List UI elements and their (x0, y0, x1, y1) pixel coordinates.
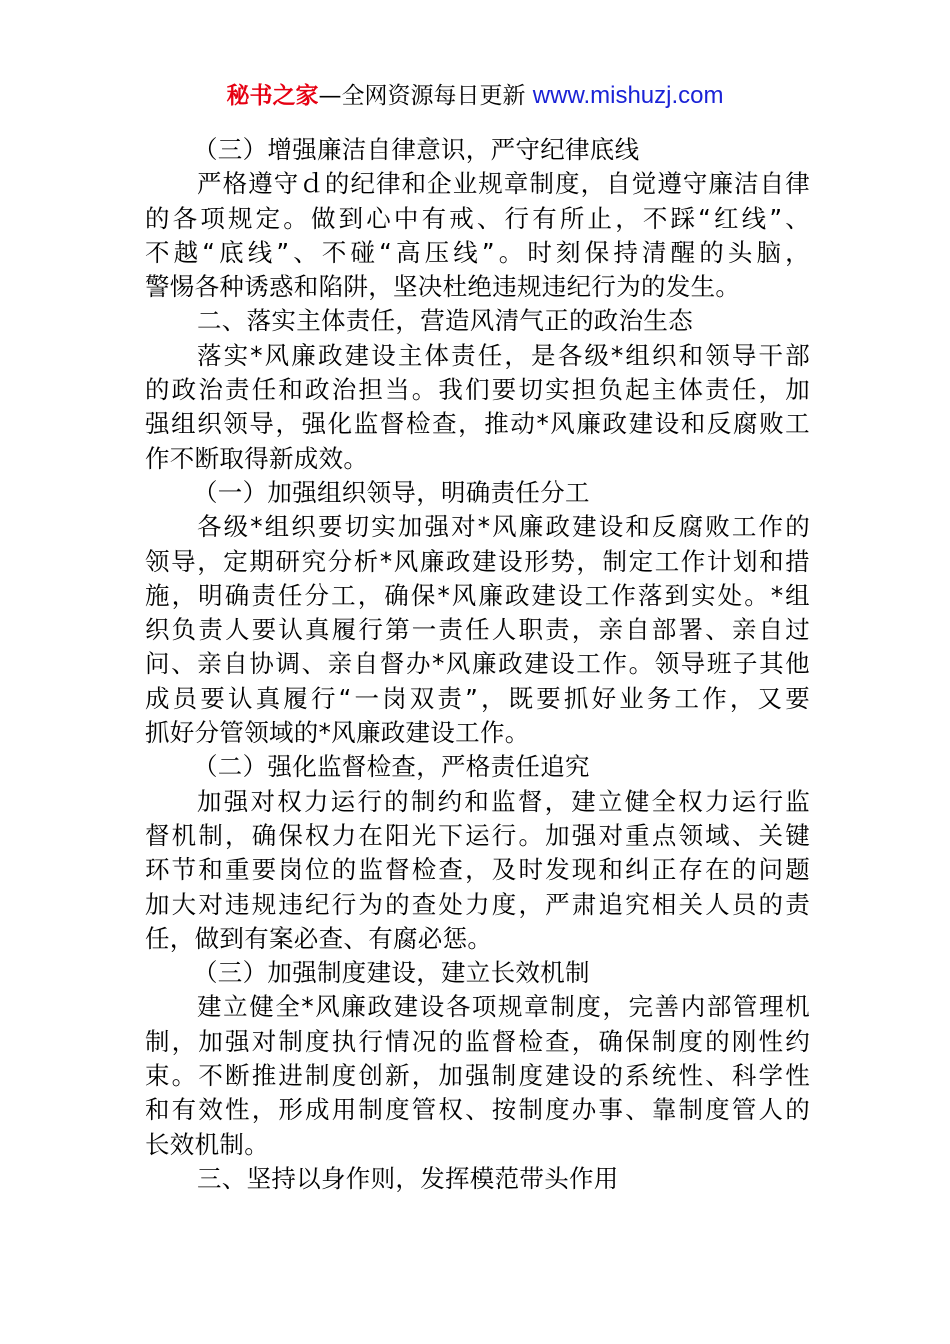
paragraph-line: 的各项规定。做到心中有戒、行有所止，不踩“红线”、 (145, 203, 810, 233)
subsection-heading: （三）增强廉洁自律意识，严守纪律底线 (193, 135, 640, 164)
paragraph-line: 束。不断推进制度创新，加强制度建设的系统性、科学性 (145, 1061, 810, 1091)
header-slogan: —全网资源每日更新 (318, 83, 533, 109)
paragraph-line: 作不断取得新成效。 (145, 443, 369, 473)
paragraph-line: 环节和重要岗位的监督检查，及时发现和纠正存在的问题 (145, 855, 810, 885)
paragraph-line: 问、亲自协调、亲自督办*风廉政建设工作。领导班子其他 (145, 649, 810, 679)
subsection-heading: （一）加强组织领导，明确责任分工 (193, 477, 590, 507)
paragraph-line: 织负责人要认真履行第一责任人职责，亲自部署、亲自过 (145, 615, 810, 645)
subsection-heading: （三）加强制度建设，建立长效机制 (193, 958, 590, 988)
paragraph-line: 领导，定期研究分析*风廉政建设形势，制定工作计划和措 (145, 546, 810, 576)
paragraph-line: 落实*风廉政建设主体责任，是各级*组织和领导干部 (197, 340, 810, 370)
paragraph-line: 警惕各种诱惑和陷阱，坚决杜绝违规违纪行为的发生。 (145, 272, 741, 302)
paragraph-line: 施，明确责任分工，确保*风廉政建设工作落到实处。*组 (145, 580, 810, 610)
paragraph-line: 强组织领导，强化监督检查，推动*风廉政建设和反腐败工 (145, 409, 810, 439)
paragraph-line: 长效机制。 (145, 1129, 269, 1159)
paragraph-line: 和有效性，形成用制度管权、按制度办事、靠制度管人的 (145, 1095, 810, 1125)
paragraph-line: 不越“底线”、不碰“高压线”。时刻保持清醒的头脑， (145, 237, 810, 267)
paragraph-line: 督机制，确保权力在阳光下运行。加强对重点领域、关键 (145, 820, 810, 850)
paragraph-line: 制，加强对制度执行情况的监督检查，确保制度的刚性约 (145, 1026, 810, 1056)
paragraph-line: 的政治责任和政治担当。我们要切实担负起主体责任，加 (145, 375, 810, 405)
section-heading: 二、落实主体责任，营造风清气正的政治生态 (197, 306, 693, 336)
document-body (145, 133, 810, 1196)
paragraph-line: 抓好分管领域的*风廉政建设工作。 (145, 718, 530, 748)
paragraph-line: 各级*组织要切实加强对*风廉政建设和反腐败工作的 (197, 512, 810, 542)
brand-name: 秘书之家 (226, 83, 319, 109)
paragraph-line: 任，做到有案必查、有腐必惩。 (145, 923, 493, 953)
paragraph-line: 建立健全*风廉政建设各项规章制度，完善内部管理机 (197, 992, 810, 1022)
subsection-heading: （二）强化监督检查，严格责任追究 (193, 752, 590, 782)
paragraph-line: 加强对权力运行的制约和监督，建立健全权力运行监 (197, 786, 810, 816)
paragraph-line: 严格遵守ｄ的纪律和企业规章制度，自觉遵守廉洁自律 (197, 169, 810, 199)
section-heading: 三、坚持以身作则，发挥模范带头作用 (197, 1163, 619, 1193)
site-header (0, 80, 950, 112)
paragraph-line: 成员要认真履行“一岗双责”，既要抓好业务工作，又要 (145, 683, 810, 713)
paragraph-line: 加大对违规违纪行为的查处力度，严肃追究相关人员的责 (145, 889, 810, 919)
site-url-link[interactable]: www.mishuzj.com (532, 82, 724, 109)
